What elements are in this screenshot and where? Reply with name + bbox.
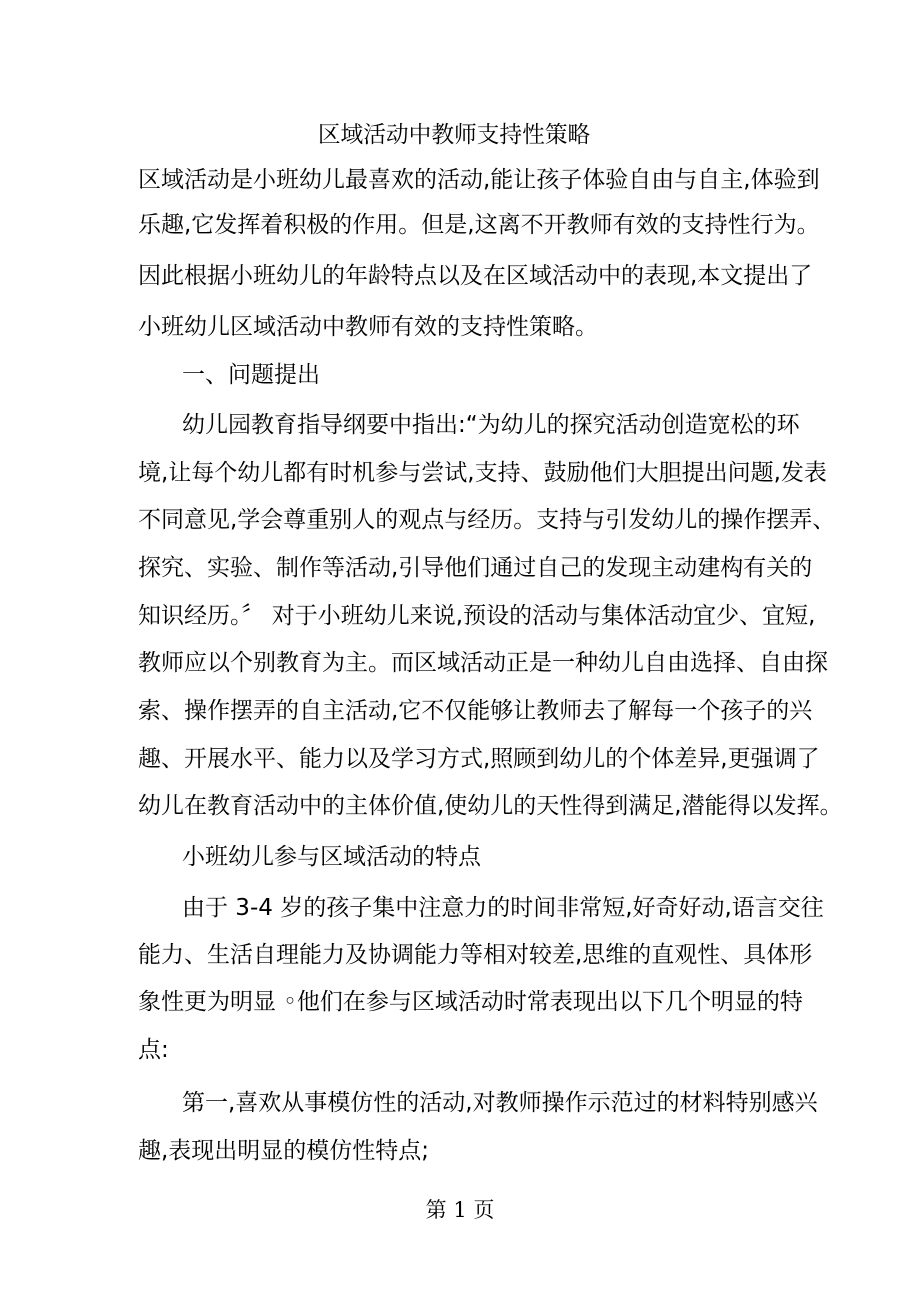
section-heading-problem: 一、问题提出 [182,362,320,388]
paragraph-2-line-5: 知识经历。〞 对于小班幼儿来说,预设的活动与集体活动宜少、宜短, [138,603,816,629]
paragraph-1-line-1: 区域活动是小班幼儿最喜欢的活动,能让孩子体验自由与自主,体验到 [138,167,820,193]
paragraph-1-line-4: 小班幼儿区域活动中教师有效的支持性策略。 [138,314,598,340]
paragraph-2-line-8: 趣、开展水平、能力以及学习方式,照顾到幼儿的个体差异,更强调了 [138,746,820,772]
paragraph-1-line-3: 因此根据小班幼儿的年龄特点以及在区域活动中的表现,本文提出了 [138,263,813,289]
paragraph-2-line-3: 不同意见,学会尊重别人的观点与经历。支持与引发幼儿的操作摆弄、 [138,507,836,533]
paragraph-3-line-3: 象性更为明显 ◦他们在参与区域活动时常表现出以下几个明显的特 [138,989,803,1015]
document-title: 区域活动中教师支持性策略 [317,122,591,148]
paragraph-3-line-4: 点: [138,1037,169,1063]
paragraph-1-line-2: 乐趣,它发挥着积极的作用。但是,这离不开教师有效的支持性行为。 [138,212,820,238]
section-heading-characteristics: 小班幼儿参与区域活动的特点 [182,844,481,870]
paragraph-3-line-1: 由于 3-4 岁的孩子集中注意力的时间非常短,好奇好动,语言交往 [182,895,824,921]
paragraph-2-line-9: 幼儿在教育活动中的主体价值,使幼儿的天性得到满足,潜能得以发挥。 [138,793,843,819]
paragraph-4-line-1: 第一,喜欢从事模仿性的活动,对教师操作示范过的材料特别感兴 [182,1090,818,1116]
paragraph-3-line-2: 能力、生活自理能力及协调能力等相对较差,思维的直观性、具体形 [138,942,813,968]
paragraph-2-line-7: 索、操作摆弄的自主活动,它不仅能够让教师去了解每一个孩子的兴 [138,698,813,724]
page-number: 第 1 页 [425,1198,495,1222]
paragraph-2-line-6: 教师应以个别教育为主。而区域活动正是一种幼儿自由选择、自由探 [138,650,828,676]
paragraph-2-line-1: 幼儿园教育指导纲要中指出:“为幼儿的探究活动创造宽松的环 [182,412,800,438]
paragraph-2-line-4: 探究、实验、制作等活动,引导他们通过自己的发现主动建构有关的 [138,555,813,581]
paragraph-2-line-2: 境,让每个幼儿都有时机参与尝试,支持、鼓励他们大胆提出问题,发表 [138,460,827,486]
paragraph-4-line-2: 趣,表现出明显的模仿性特点; [138,1138,430,1164]
